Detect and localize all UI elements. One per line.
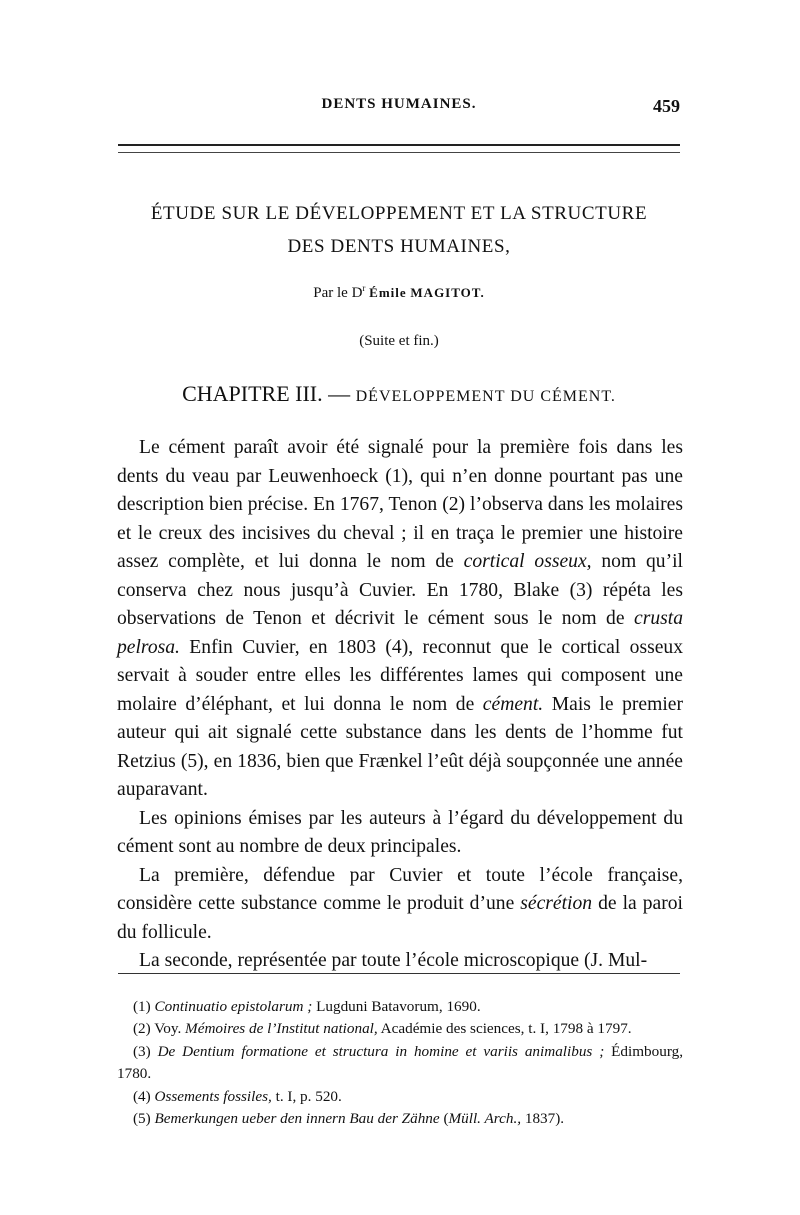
p3-italic: sécrétion [520,893,593,914]
footnote-1-number: (1) [133,998,151,1015]
header-rule [118,144,680,153]
footnote-2-italic: Mémoires de l’Institut national, [185,1020,378,1038]
chapter-title: DÉVELOPPEMENT DU CÉMENT. [355,388,616,405]
footnote-1-text: Lugduni Batavorum, 1690. [312,998,481,1015]
footnote-4 [117,1086,683,1108]
body-text [117,434,683,976]
title-line-2: DES DENTS HUMAINES, [287,236,511,257]
running-head [118,96,680,120]
author-sup: r [362,283,366,293]
paragraph-3 [117,862,683,948]
p1-italic-2: crusta pelrosa. [117,608,683,658]
p1-italic-3: cément. [482,693,544,715]
p3-text-a: La première, défendue par Cuvier et toute l’école française, considère cette substance comme le produit d’une [117,864,683,914]
footnote-3-number: (3) [133,1042,151,1060]
footnote-4-number: (4) [133,1087,151,1105]
p3-text-b: de la paroi du follicule. [117,893,683,943]
footnote-5-italic: Bemerkungen ueber den innern Bau der Zähne [154,1110,440,1128]
footnote-5-number: (5) [133,1110,151,1128]
footnote-3 [117,1041,683,1086]
footnote-4-italic: Ossements fossiles, [154,1087,272,1105]
p1-text-a: Le cément paraît avoir été signalé pour la première fois dans les dents du veau par Leuwenhoeck (1), qui n’en donne pourtant pas une description bien précise. En 1767, Tenon (2) l’observa dans les molaires et le creux des incisives du cheval ; il en traça le premier une histoire assez complète, et lui donna le nom de [117,437,683,572]
author-line [118,283,680,302]
footnote-5-italic-2: Müll. Arch., [448,1110,522,1128]
author-firstname: Émile [369,285,407,300]
author-prefix: Par le D [313,285,363,301]
footnote-5 [117,1108,683,1130]
title-line-1: ÉTUDE SUR LE DÉVELOPPEMENT ET LA STRUCTURE [150,203,648,224]
p1-text-c: Enfin Cuvier, en 1803 (4), reconnut que le cortical osseux servait à souder entre elles les différentes lames qui composent une molaire d’éléphant, et lui donna le nom de [117,636,683,715]
chapter-dash: — [328,381,351,406]
footnote-1 [117,996,683,1018]
footnote-1-italic: Continuatio epistolarum ; [154,998,313,1015]
footnote-2-text: Académie des sciences, t. I, 1798 à 1797. [377,1020,632,1038]
p1-italic-1: cortical osseux, [463,551,592,572]
footnote-5-text: 1837). [521,1110,565,1128]
p1-text-b: nom qu’il conserva chez nous jusqu’à Cuvier. En 1780, Blake (3) répéta les observations de Tenon et décrivit le cément sous le nom de [117,551,683,629]
author-lastname: MAGITOT. [410,285,485,300]
footnote-3-text: Édimbourg, 1780. [117,1042,683,1083]
chapter-heading [118,381,680,407]
paragraph-1 [117,434,683,805]
footnote-3-italic: De Dentium formatione et structura in homine et variis animalibus ; [157,1042,605,1060]
footnote-4-text: t. I, p. 520. [271,1087,342,1105]
page-number: 459 [653,96,680,116]
footnotes [117,996,683,1130]
paragraph-4: La seconde, représentée par toute l’école microscopique (J. Mul- [139,950,648,971]
footnote-5-paren-open: ( [439,1110,449,1128]
suite-note: (Suite et fin.) [359,333,439,349]
p1-text-d: Mais le premier auteur qui ait signalé cette substance dans les dents de l’homme fut Retzius (5), en 1836, bien que Frænkel l’eût déjà soupçonnée une année auparavant. [117,693,684,800]
chapter-label: CHAPITRE III. [182,381,323,406]
running-title: DENTS HUMAINES. [321,96,477,112]
footnote-2-number: (2) [133,1020,151,1038]
footnote-rule [118,973,680,974]
footnote-2-prefix: Voy. [150,1020,186,1038]
paragraph-2: Les opinions émises par les auteurs à l’égard du développement du cément sont au nombre de deux principales. [117,807,683,857]
footnote-2 [117,1018,683,1040]
article-title [118,197,680,263]
